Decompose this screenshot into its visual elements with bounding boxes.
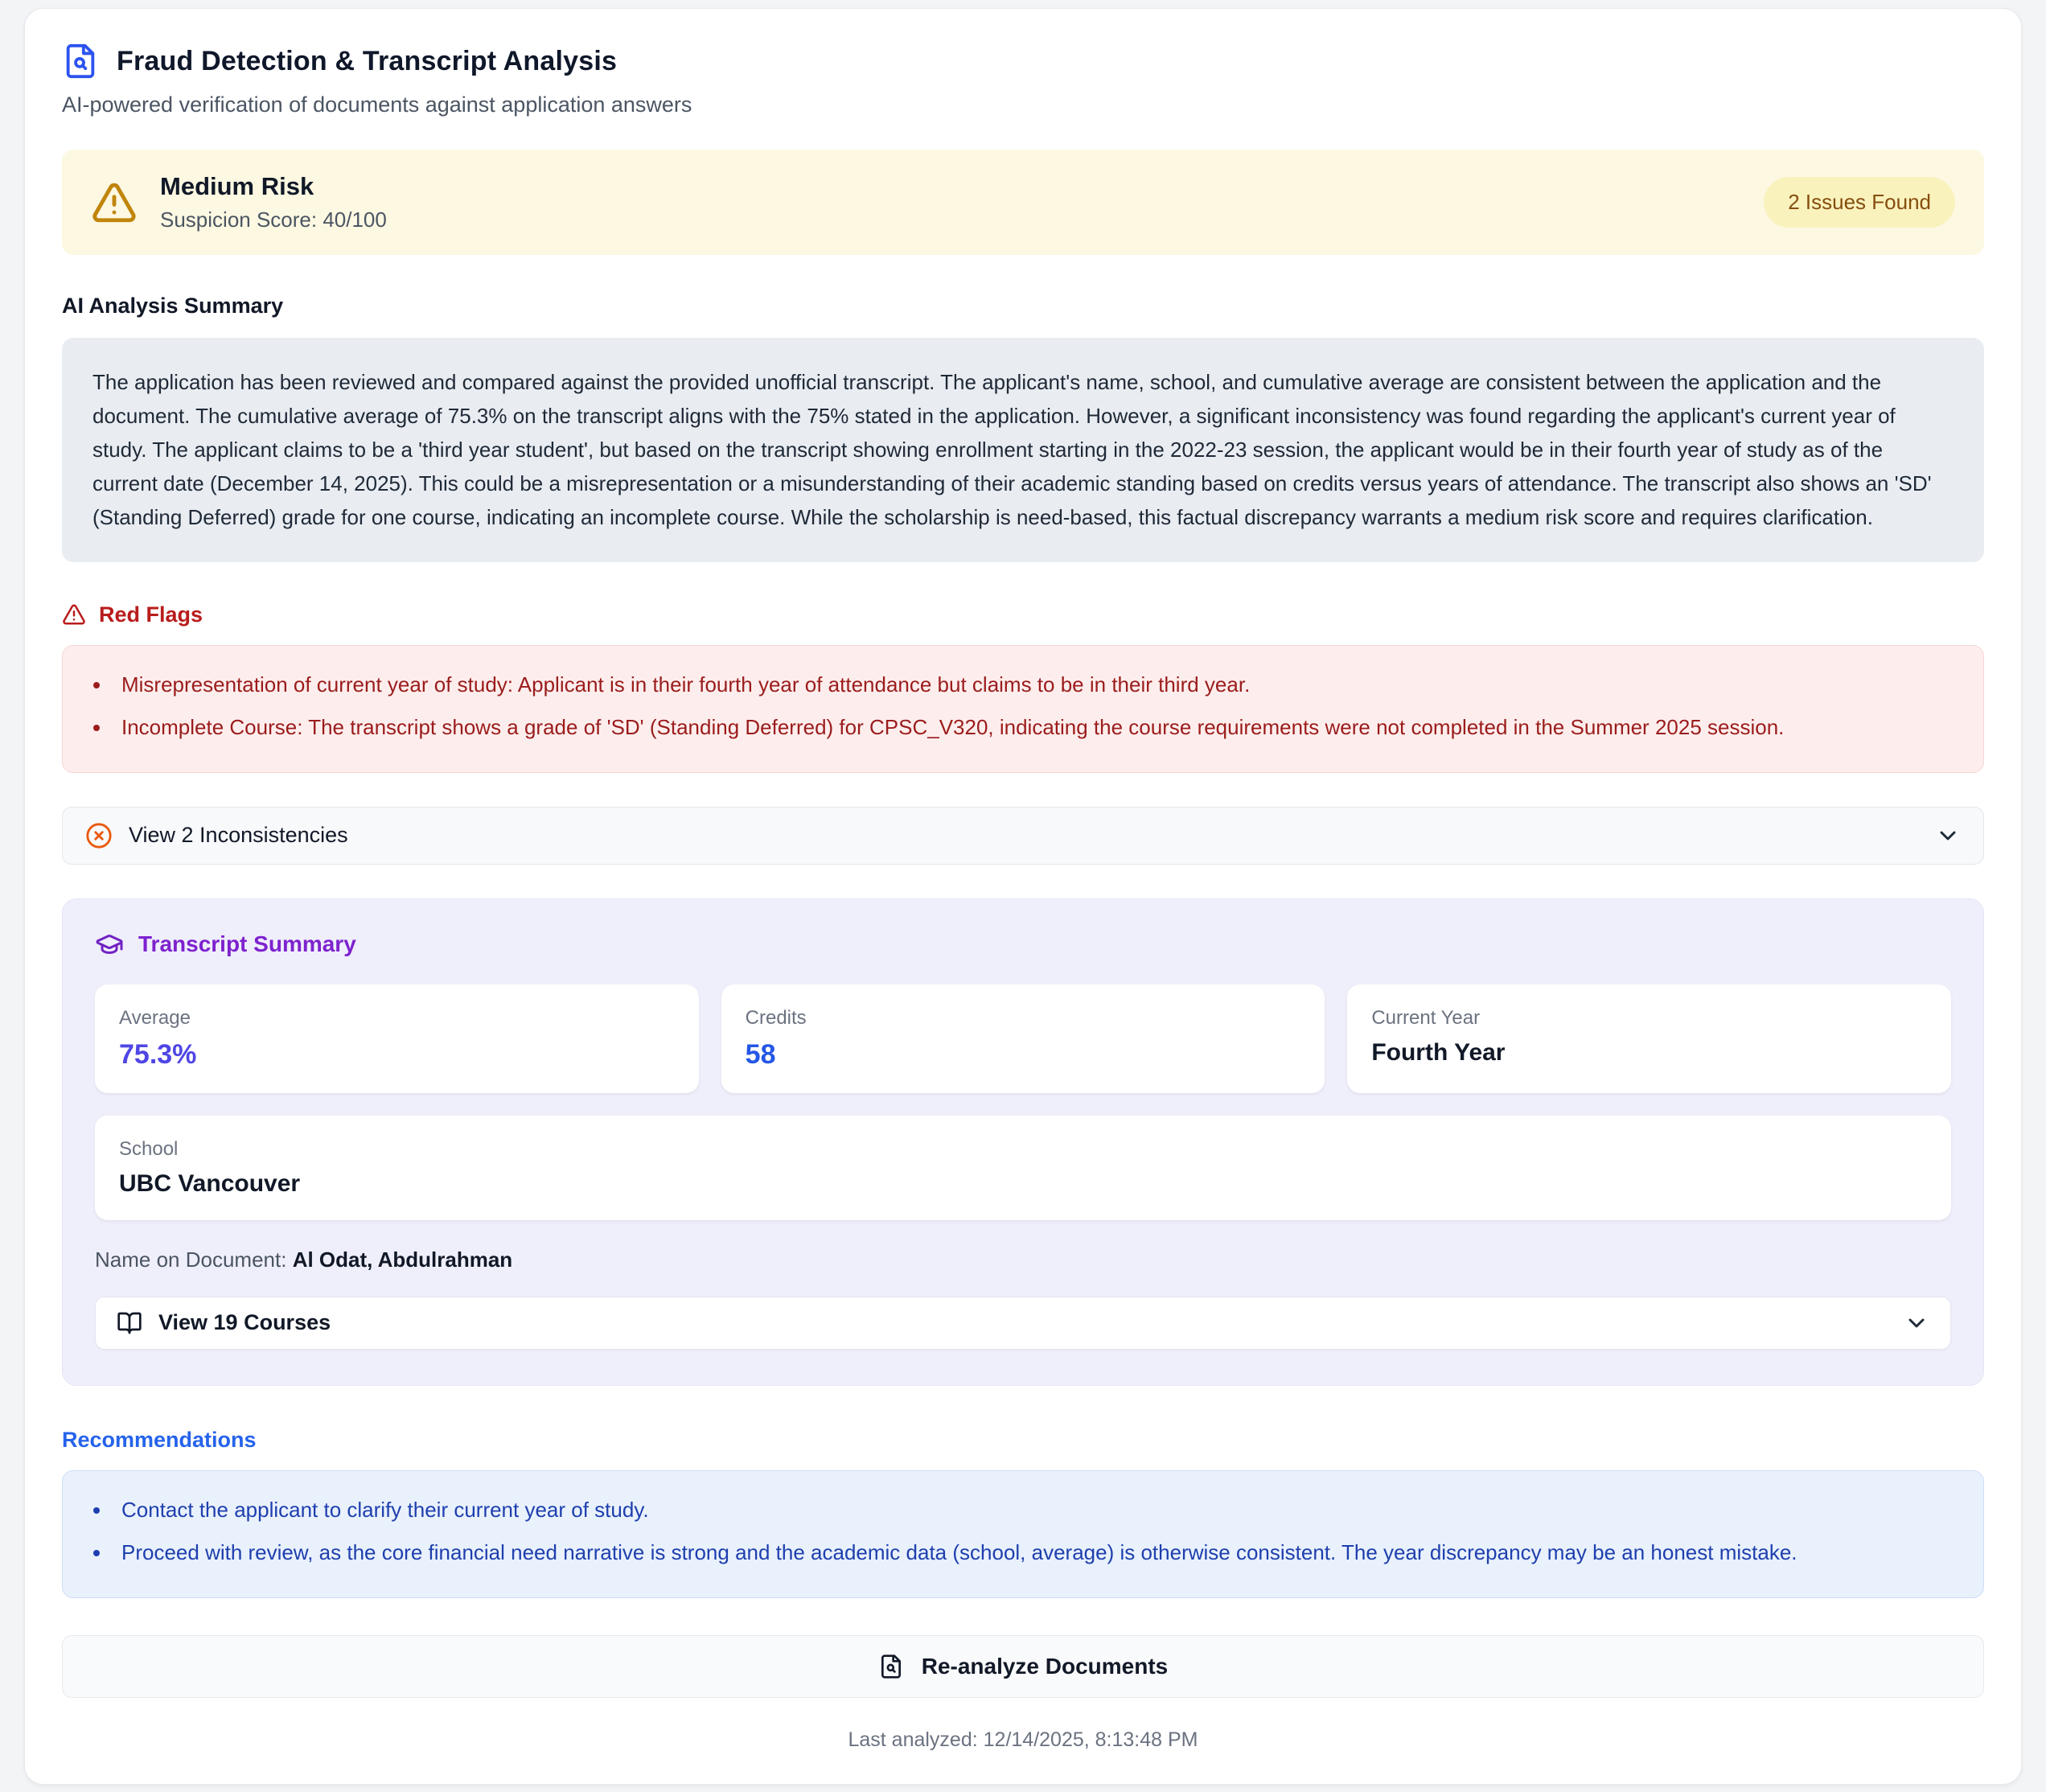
school-label: School	[119, 1137, 179, 1160]
risk-level: Medium Risk	[160, 172, 314, 200]
stat-value-current-year: Fourth Year	[1371, 1038, 1506, 1066]
stat-value-average: 75.3%	[119, 1038, 197, 1070]
name-on-document-label: Name on Document:	[95, 1247, 287, 1272]
red-flag-item: • Misrepresentation of current year of study: Applicant is in their fourth year of attendance but claims to be in their third year.	[93, 668, 1953, 702]
transcript-summary-heading: Transcript Summary	[138, 931, 356, 956]
view-inconsistencies-label: View 2 Inconsistencies	[129, 823, 348, 848]
page-title: Fraud Detection & Transcript Analysis	[117, 45, 618, 76]
red-alert-triangle-icon	[62, 602, 86, 627]
chevron-down-icon	[1904, 1310, 1929, 1336]
summary-heading: AI Analysis Summary	[62, 294, 284, 318]
red-flags-heading-row	[62, 602, 1984, 627]
school-card	[95, 1116, 1951, 1220]
recommendation-item: • Proceed with review, as the core financial need narrative is strong and the academic data (school, average) is otherwise consistent. The year discrepancy may be an honest mistake.	[93, 1536, 1953, 1570]
page-subtitle: AI-powered verification of documents against application answers	[62, 92, 692, 117]
circle-x-icon	[85, 822, 113, 849]
recommendations-box	[62, 1470, 1984, 1598]
view-courses-button[interactable]	[95, 1297, 1951, 1350]
reanalyze-documents-label: Re-analyze Documents	[921, 1653, 1169, 1679]
risk-banner	[62, 150, 1984, 255]
fraud-analysis-panel	[24, 8, 2022, 1785]
stat-card-credits	[721, 984, 1325, 1093]
red-flags-list	[93, 668, 1953, 745]
stat-label: Current Year	[1371, 1006, 1481, 1029]
view-inconsistencies-button[interactable]	[62, 807, 1984, 865]
red-flags-box	[62, 645, 1984, 773]
panel-header	[62, 43, 1984, 80]
recommendations-list	[93, 1494, 1953, 1570]
view-courses-label: View 19 Courses	[158, 1310, 331, 1335]
recommendations-heading: Recommendations	[62, 1427, 257, 1452]
stat-label: Credits	[745, 1006, 807, 1029]
graduation-cap-icon	[95, 930, 124, 959]
recommendation-item: • Contact the applicant to clarify their current year of study.	[93, 1494, 1953, 1527]
book-open-icon	[117, 1310, 142, 1336]
school-value: UBC Vancouver	[119, 1169, 301, 1197]
reanalyze-documents-button[interactable]	[62, 1635, 1984, 1698]
transcript-summary-heading-row	[95, 930, 1951, 959]
name-on-document-value: Al Odat, Abdulrahman	[292, 1247, 513, 1272]
last-analyzed-timestamp: Last analyzed: 12/14/2025, 8:13:48 PM	[848, 1728, 1198, 1751]
stat-label: Average	[119, 1006, 191, 1029]
stat-card-current-year	[1347, 984, 1951, 1093]
file-search-icon	[62, 43, 99, 80]
transcript-stats	[95, 984, 1951, 1093]
warning-triangle-icon	[91, 179, 138, 226]
stat-value-credits: 58	[745, 1038, 776, 1070]
name-on-document-line	[95, 1247, 1951, 1272]
chevron-down-icon	[1935, 823, 1961, 849]
transcript-summary-section	[62, 898, 1984, 1386]
issues-found-badge: 2 Issues Found	[1764, 177, 1955, 228]
suspicion-score: Suspicion Score: 40/100	[160, 208, 387, 232]
summary-text: The application has been reviewed and compared against the provided unofficial transcript. The applicant's name, school, and cumulative average are consistent between the application and the document. The cumulative average of 75.3% on the transcript aligns with the 75% stated in the application. However, a significant inconsistency was found regarding the applicant's current year of study. The applicant claims to be a 'third year student', but based on the transcript showing enrollment starting in the 2022-23 session, the applicant would be in their fourth year of study as of the current date (December 14, 2025). This could be a misrepresentation or a misunderstanding of their academic standing based on credits versus years of attendance. The transcript also shows an 'SD' (Standing Deferred) grade for one course, indicating an incomplete course. While the scholarship is need-based, this factual discrepancy warrants a medium risk score and requires clarification.	[62, 338, 1984, 562]
risk-text-group	[160, 172, 387, 232]
stat-card-average	[95, 984, 699, 1093]
red-flag-item: • Incomplete Course: The transcript shows a grade of 'SD' (Standing Deferred) for CPSC_V320, indicating the course requirements were not completed in the Summer 2025 session.	[93, 711, 1953, 745]
red-flags-heading: Red Flags	[99, 602, 203, 627]
file-search-icon	[878, 1654, 904, 1679]
